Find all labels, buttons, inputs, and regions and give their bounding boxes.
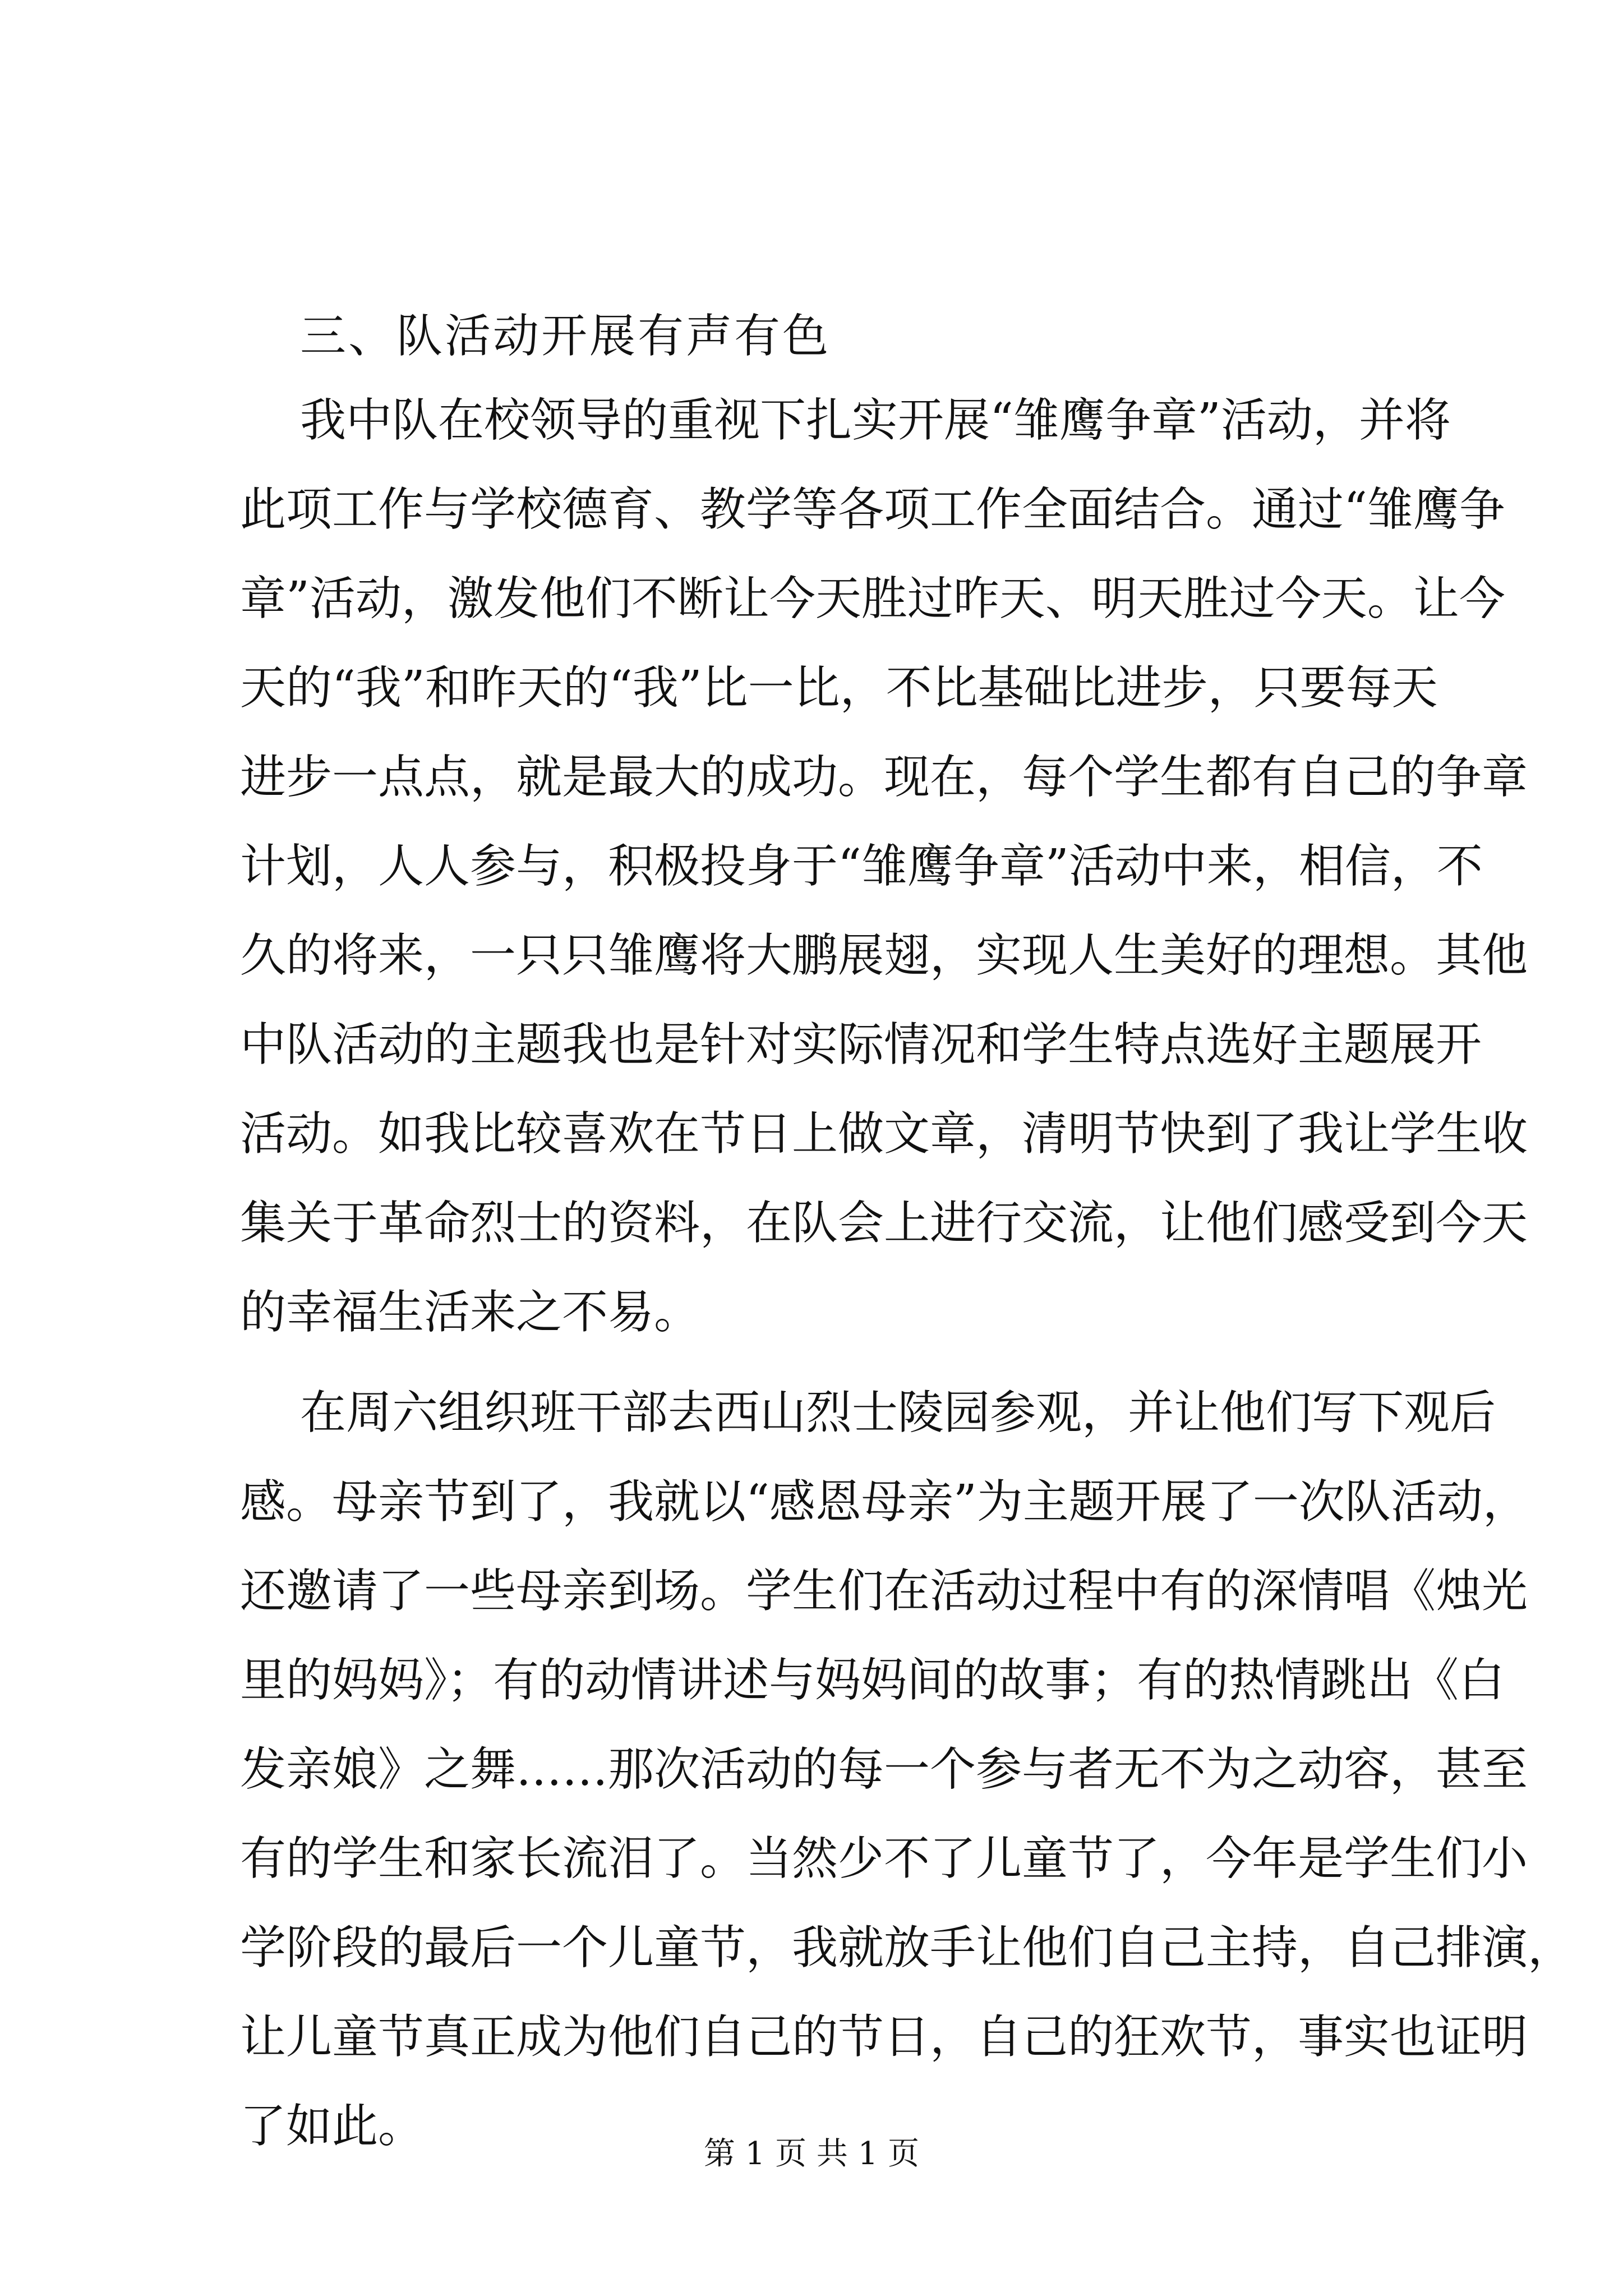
paragraph-1-line: 活动。如我比较喜欢在节日上做文章，清明节快到了我让学生收	[240, 1107, 1528, 1161]
paragraph-2-line: 发亲娘》之舞……那次活动的每一个参与者无不为之动容，甚至	[240, 1743, 1528, 1796]
paragraph-2-line: 有的学生和家长流泪了。当然少不了儿童节了，今年是学生们小	[240, 1832, 1528, 1885]
paragraph-2-line: 还邀请了一些母亲到场。学生们在活动过程中有的深情唱《烛光	[240, 1565, 1528, 1618]
paragraph-2-line: 学阶段的最后一个儿童节，我就放手让他们自己主持，自己排演，	[240, 1921, 1574, 1975]
paragraph-2-line: 里的妈妈》；有的动情讲述与妈妈间的故事；有的热情跳出《白	[240, 1654, 1505, 1707]
paragraph-1-line: 天的“我”和昨天的“我”比一比，不比基础比进步，只要每天	[240, 661, 1438, 715]
paragraph-1-line: 章”活动，激发他们不断让今天胜过昨天、明天胜过今天。让今	[240, 572, 1505, 625]
paragraph-1-line: 我中队在校领导的重视下扎实开展“雏鹰争章”活动，并将	[300, 394, 1451, 447]
paragraph-1-line: 计划，人人参与，积极投身于“雏鹰争章”活动中来，相信，不	[240, 840, 1483, 893]
paragraph-2-line: 在周六组织班干部去西山烈士陵园参观，并让他们写下观后	[300, 1386, 1496, 1439]
paragraph-2-line: 感。母亲节到了，我就以“感恩母亲”为主题开展了一次队活动，	[240, 1475, 1529, 1529]
section-heading: 三、队活动开展有声有色	[300, 310, 831, 363]
paragraph-1-line: 此项工作与学校德育、教学等各项工作全面结合。通过“雏鹰争	[240, 483, 1505, 536]
paragraph-2-line: 让儿童节真正成为他们自己的节日，自己的狂欢节，事实也证明	[240, 2010, 1528, 2064]
paragraph-1-line: 久的将来，一只只雏鹰将大鹏展翅，实现人生美好的理想。其他	[240, 929, 1528, 982]
paragraph-1-line: 中队活动的主题我也是针对实际情况和学生特点选好主题展开	[240, 1018, 1482, 1071]
paragraph-2-line: 了如此。	[240, 2100, 425, 2153]
page-footer: 第 1 页 共 1 页	[703, 2136, 920, 2172]
paragraph-1-line: 集关于革命烈士的资料，在队会上进行交流，让他们感受到今天	[240, 1197, 1528, 1250]
paragraph-1-line: 的幸福生活来之不易。	[240, 1286, 700, 1339]
paragraph-1-line: 进步一点点，就是最大的成功。现在，每个学生都有自己的争章	[240, 751, 1528, 804]
